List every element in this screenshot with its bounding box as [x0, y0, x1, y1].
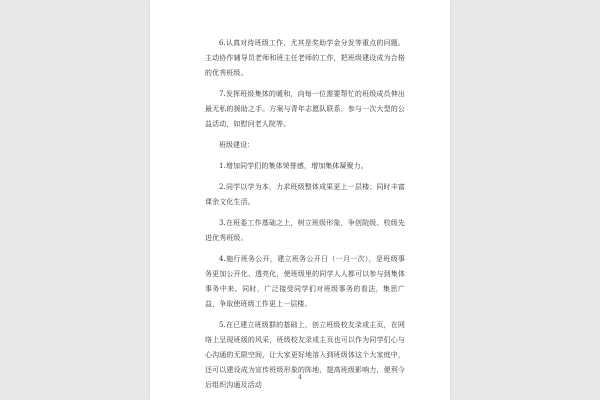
paragraph-build-1: 1.增加同学们的集体荣誉感，增加集体凝聚力。 — [219, 162, 368, 170]
paragraph-build-3: 3.在班委工作基础之上，树立班级形象，争创院级、校级先进优秀班级。 — [205, 219, 405, 242]
paragraph-build-4: 4.施行班务公开，建立班务公开日（一月一次），是班级事务更加公开化、透亮化，使班级里的同学人人都可以参与到集体事务中来。同时，广泛接受同学们对班级事务的看法，集思广益，争取使班级工作更上一层楼。 — [205, 255, 405, 308]
section-title: 班级建设： — [219, 141, 254, 149]
page-number: 4 — [298, 374, 302, 381]
paragraph-build-2: 2.同学以学为本，力求班级整体成果更上一层楼；同时丰富课余文化生活。 — [205, 183, 405, 206]
paragraph-item-7: 7.发挥班级集体的暖和，向每一位需要帮忙的班级成员伸出最无私的援助之手。方案与青年志愿队联系，参与一次大型的公益活动，如慰问老人院等。 — [205, 90, 405, 128]
document-page — [150, 0, 450, 400]
paragraph-item-6: 6.认真对待班级工作，尤其是奖助学金分发等重点的问题。主动协作辅导员老师和班主任老师的工作，把班级建设成为合格的优秀班级。 — [205, 39, 405, 77]
paragraph-build-5: 5.在已建立班级群的基础上，创立班级校友录或主页，在网络上呈现班级的风采，班级校友录或主页也可以作为同学们心与心沟通的无限空间，让大家更好地溶入到班级体这个大家庭中，还可以建设成为宣传班级形象的阵地，提高班级影响力，便利今后组织沟通及活动 — [205, 321, 405, 389]
page-content — [205, 36, 405, 399]
